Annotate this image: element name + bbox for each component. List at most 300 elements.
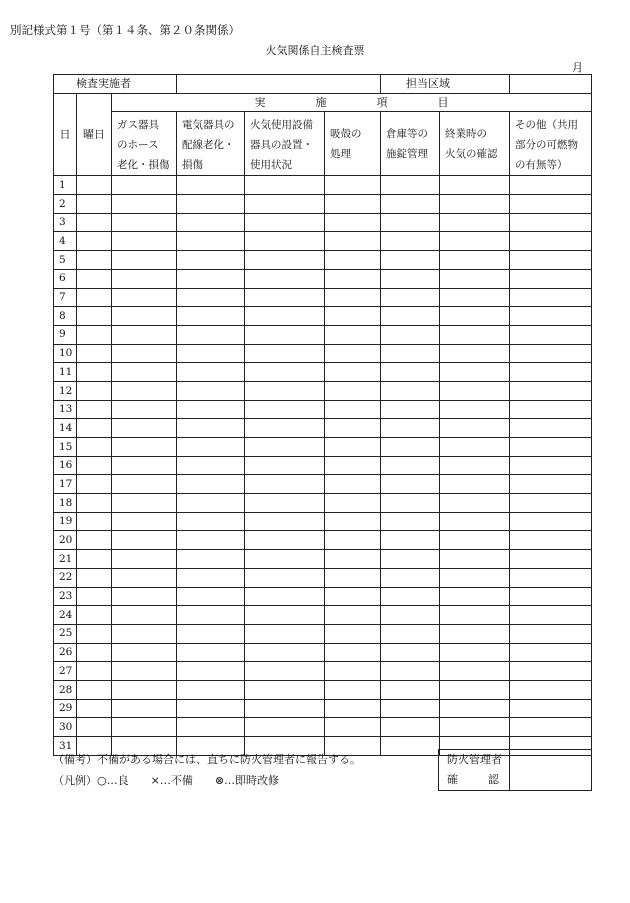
day-number: 25 bbox=[54, 624, 77, 643]
check-cell[interactable] bbox=[440, 251, 510, 270]
day-row bbox=[54, 475, 592, 494]
weekday-cell[interactable] bbox=[77, 176, 112, 195]
check-cell[interactable] bbox=[510, 475, 592, 494]
weekday-cell[interactable] bbox=[77, 550, 112, 569]
check-cell[interactable] bbox=[440, 288, 510, 307]
check-cell[interactable] bbox=[177, 176, 245, 195]
day-number: 21 bbox=[54, 550, 77, 569]
check-cell[interactable] bbox=[177, 568, 245, 587]
check-cell[interactable] bbox=[112, 643, 177, 662]
check-cell[interactable] bbox=[325, 251, 381, 270]
weekday-cell[interactable] bbox=[77, 643, 112, 662]
check-cell[interactable] bbox=[112, 176, 177, 195]
weekday-cell[interactable] bbox=[77, 680, 112, 699]
check-cell[interactable] bbox=[440, 475, 510, 494]
day-row bbox=[54, 512, 592, 531]
day-row bbox=[54, 550, 592, 569]
check-cell[interactable] bbox=[381, 494, 440, 513]
day-number: 23 bbox=[54, 587, 77, 606]
impl-char: 目 bbox=[437, 96, 449, 110]
check-cell[interactable] bbox=[177, 251, 245, 270]
weekday-cell[interactable] bbox=[77, 307, 112, 326]
weekday-cell[interactable] bbox=[77, 624, 112, 643]
check-cell[interactable] bbox=[440, 419, 510, 438]
check-cell[interactable] bbox=[325, 550, 381, 569]
day-row bbox=[54, 363, 592, 382]
day-row bbox=[54, 624, 592, 643]
check-cell[interactable] bbox=[440, 456, 510, 475]
check-cell[interactable] bbox=[510, 718, 592, 737]
check-cell[interactable] bbox=[510, 363, 592, 382]
check-cell[interactable] bbox=[325, 643, 381, 662]
check-cell[interactable] bbox=[112, 606, 177, 625]
check-cell[interactable] bbox=[381, 251, 440, 270]
check-cell[interactable] bbox=[325, 568, 381, 587]
check-cell[interactable] bbox=[112, 325, 177, 344]
item-header-row bbox=[54, 112, 592, 176]
check-cell[interactable] bbox=[510, 512, 592, 531]
check-cell[interactable] bbox=[510, 531, 592, 550]
check-cell[interactable] bbox=[112, 438, 177, 457]
check-cell[interactable] bbox=[440, 587, 510, 606]
check-cell[interactable] bbox=[112, 456, 177, 475]
day-row bbox=[54, 381, 592, 400]
weekday-cell[interactable] bbox=[77, 662, 112, 681]
check-cell[interactable] bbox=[381, 475, 440, 494]
day-number: 2 bbox=[54, 195, 77, 214]
check-cell[interactable] bbox=[177, 195, 245, 214]
document-title: 火気関係自主検査票 bbox=[265, 44, 365, 57]
weekday-cell[interactable] bbox=[77, 288, 112, 307]
check-cell[interactable] bbox=[381, 718, 440, 737]
check-cell[interactable] bbox=[177, 381, 245, 400]
check-cell[interactable] bbox=[245, 643, 325, 662]
check-cell[interactable] bbox=[440, 195, 510, 214]
check-cell[interactable] bbox=[112, 531, 177, 550]
check-cell[interactable] bbox=[177, 494, 245, 513]
check-cell[interactable] bbox=[325, 381, 381, 400]
check-cell[interactable] bbox=[177, 288, 245, 307]
check-cell[interactable] bbox=[112, 419, 177, 438]
weekday-cell[interactable] bbox=[77, 400, 112, 419]
check-cell[interactable] bbox=[381, 550, 440, 569]
check-cell[interactable] bbox=[112, 550, 177, 569]
day-number: 19 bbox=[54, 512, 77, 531]
check-cell[interactable] bbox=[381, 419, 440, 438]
check-cell[interactable] bbox=[440, 494, 510, 513]
check-cell[interactable] bbox=[245, 662, 325, 681]
check-cell[interactable] bbox=[440, 344, 510, 363]
day-row bbox=[54, 400, 592, 419]
form-number: 別記様式第１号（第１４条、第２０条関係） bbox=[10, 23, 240, 37]
check-cell[interactable] bbox=[112, 400, 177, 419]
check-cell[interactable] bbox=[112, 568, 177, 587]
weekday-cell[interactable] bbox=[77, 251, 112, 270]
check-cell[interactable] bbox=[440, 699, 510, 718]
check-cell[interactable] bbox=[245, 438, 325, 457]
check-cell[interactable] bbox=[245, 400, 325, 419]
check-cell[interactable] bbox=[245, 680, 325, 699]
check-cell[interactable] bbox=[177, 438, 245, 457]
check-cell[interactable] bbox=[325, 456, 381, 475]
weekday-cell[interactable] bbox=[77, 512, 112, 531]
weekday-cell[interactable] bbox=[77, 606, 112, 625]
day-number: 5 bbox=[54, 251, 77, 270]
day-number: 31 bbox=[54, 737, 77, 756]
check-cell[interactable] bbox=[325, 475, 381, 494]
day-number: 10 bbox=[54, 344, 77, 363]
inspector-row bbox=[54, 75, 592, 94]
check-cell[interactable] bbox=[381, 232, 440, 251]
check-cell[interactable] bbox=[381, 325, 440, 344]
weekday-cell[interactable] bbox=[77, 456, 112, 475]
check-cell[interactable] bbox=[112, 662, 177, 681]
check-cell[interactable] bbox=[440, 213, 510, 232]
check-cell[interactable] bbox=[440, 680, 510, 699]
check-cell[interactable] bbox=[510, 587, 592, 606]
check-cell[interactable] bbox=[325, 232, 381, 251]
check-cell[interactable] bbox=[325, 419, 381, 438]
check-cell[interactable] bbox=[440, 624, 510, 643]
check-cell[interactable] bbox=[177, 680, 245, 699]
weekday-cell[interactable] bbox=[77, 587, 112, 606]
check-cell[interactable] bbox=[245, 475, 325, 494]
check-cell[interactable] bbox=[245, 587, 325, 606]
check-cell[interactable] bbox=[510, 419, 592, 438]
check-cell[interactable] bbox=[510, 213, 592, 232]
check-cell[interactable] bbox=[381, 195, 440, 214]
check-cell[interactable] bbox=[510, 680, 592, 699]
check-cell[interactable] bbox=[177, 419, 245, 438]
day-row bbox=[54, 195, 592, 214]
check-cell[interactable] bbox=[440, 176, 510, 195]
check-cell[interactable] bbox=[381, 737, 440, 756]
check-cell[interactable] bbox=[325, 512, 381, 531]
check-cell[interactable] bbox=[440, 400, 510, 419]
check-cell[interactable] bbox=[112, 213, 177, 232]
check-cell[interactable] bbox=[245, 718, 325, 737]
weekday-cell[interactable] bbox=[77, 325, 112, 344]
check-cell[interactable] bbox=[177, 456, 245, 475]
check-cell[interactable] bbox=[177, 624, 245, 643]
check-cell[interactable] bbox=[510, 344, 592, 363]
impl-char: 施 bbox=[315, 96, 327, 110]
check-cell[interactable] bbox=[381, 213, 440, 232]
check-cell[interactable] bbox=[245, 624, 325, 643]
confirm-label-line2: 確 認 bbox=[447, 773, 499, 786]
weekday-cell[interactable] bbox=[77, 699, 112, 718]
day-row bbox=[54, 718, 592, 737]
day-number: 29 bbox=[54, 699, 77, 718]
check-cell[interactable] bbox=[381, 587, 440, 606]
day-number: 9 bbox=[54, 325, 77, 344]
check-cell[interactable] bbox=[325, 344, 381, 363]
check-cell[interactable] bbox=[325, 307, 381, 326]
check-cell[interactable] bbox=[510, 251, 592, 270]
item-fire-equipment: 火気使用設備 器具の設置・ 使用状況 bbox=[245, 112, 325, 176]
check-cell[interactable] bbox=[325, 288, 381, 307]
implementation-header-row bbox=[54, 93, 592, 112]
check-cell[interactable] bbox=[510, 232, 592, 251]
check-cell[interactable] bbox=[112, 288, 177, 307]
check-cell[interactable] bbox=[510, 456, 592, 475]
check-cell[interactable] bbox=[245, 288, 325, 307]
check-cell[interactable] bbox=[325, 699, 381, 718]
check-cell[interactable] bbox=[510, 606, 592, 625]
check-cell[interactable] bbox=[381, 643, 440, 662]
check-cell[interactable] bbox=[325, 176, 381, 195]
weekday-cell[interactable] bbox=[77, 419, 112, 438]
check-cell[interactable] bbox=[177, 718, 245, 737]
check-cell[interactable] bbox=[177, 475, 245, 494]
check-cell[interactable] bbox=[177, 643, 245, 662]
check-cell[interactable] bbox=[245, 456, 325, 475]
area-field[interactable] bbox=[510, 75, 592, 94]
check-cell[interactable] bbox=[245, 568, 325, 587]
weekday-header: 曜日 bbox=[77, 93, 112, 176]
check-cell[interactable] bbox=[381, 381, 440, 400]
check-cell[interactable] bbox=[440, 606, 510, 625]
check-cell[interactable] bbox=[112, 512, 177, 531]
check-cell[interactable] bbox=[440, 550, 510, 569]
check-cell[interactable] bbox=[510, 381, 592, 400]
check-cell[interactable] bbox=[510, 288, 592, 307]
check-cell[interactable] bbox=[325, 195, 381, 214]
check-cell[interactable] bbox=[381, 568, 440, 587]
day-row bbox=[54, 680, 592, 699]
check-cell[interactable] bbox=[381, 363, 440, 382]
check-cell[interactable] bbox=[112, 624, 177, 643]
check-cell[interactable] bbox=[381, 456, 440, 475]
check-cell[interactable] bbox=[112, 587, 177, 606]
check-cell[interactable] bbox=[381, 288, 440, 307]
check-cell[interactable] bbox=[112, 680, 177, 699]
check-cell[interactable] bbox=[325, 587, 381, 606]
remarks-note: （備考）不備がある場合には、直ちに防火管理者に報告する。 bbox=[53, 753, 361, 766]
day-number: 20 bbox=[54, 531, 77, 550]
check-cell[interactable] bbox=[510, 494, 592, 513]
check-cell[interactable] bbox=[510, 624, 592, 643]
day-row bbox=[54, 251, 592, 270]
check-cell[interactable] bbox=[112, 718, 177, 737]
weekday-cell[interactable] bbox=[77, 718, 112, 737]
check-cell[interactable] bbox=[440, 363, 510, 382]
day-number: 4 bbox=[54, 232, 77, 251]
check-cell[interactable] bbox=[510, 269, 592, 288]
check-cell[interactable] bbox=[510, 195, 592, 214]
check-cell[interactable] bbox=[381, 699, 440, 718]
day-row bbox=[54, 456, 592, 475]
check-cell[interactable] bbox=[177, 587, 245, 606]
check-cell[interactable] bbox=[381, 307, 440, 326]
check-cell[interactable] bbox=[381, 512, 440, 531]
day-number: 14 bbox=[54, 419, 77, 438]
weekday-cell[interactable] bbox=[77, 381, 112, 400]
check-cell[interactable] bbox=[245, 213, 325, 232]
check-cell[interactable] bbox=[510, 662, 592, 681]
check-cell[interactable] bbox=[245, 419, 325, 438]
check-cell[interactable] bbox=[325, 438, 381, 457]
day-number: 11 bbox=[54, 363, 77, 382]
check-cell[interactable] bbox=[325, 606, 381, 625]
check-cell[interactable] bbox=[245, 699, 325, 718]
inspector-field[interactable] bbox=[177, 75, 381, 94]
check-cell[interactable] bbox=[177, 699, 245, 718]
check-cell[interactable] bbox=[381, 438, 440, 457]
weekday-cell[interactable] bbox=[77, 344, 112, 363]
check-cell[interactable] bbox=[381, 662, 440, 681]
check-cell[interactable] bbox=[112, 699, 177, 718]
day-number: 30 bbox=[54, 718, 77, 737]
check-cell[interactable] bbox=[325, 718, 381, 737]
check-cell[interactable] bbox=[510, 643, 592, 662]
check-cell[interactable] bbox=[245, 269, 325, 288]
weekday-cell[interactable] bbox=[77, 531, 112, 550]
check-cell[interactable] bbox=[325, 325, 381, 344]
check-cell[interactable] bbox=[381, 680, 440, 699]
check-cell[interactable] bbox=[112, 232, 177, 251]
check-cell[interactable] bbox=[440, 325, 510, 344]
day-number: 6 bbox=[54, 269, 77, 288]
check-cell[interactable] bbox=[245, 363, 325, 382]
check-cell[interactable] bbox=[112, 363, 177, 382]
check-cell[interactable] bbox=[381, 624, 440, 643]
day-row bbox=[54, 307, 592, 326]
check-cell[interactable] bbox=[245, 344, 325, 363]
check-cell[interactable] bbox=[440, 512, 510, 531]
check-cell[interactable] bbox=[112, 307, 177, 326]
check-cell[interactable] bbox=[245, 381, 325, 400]
check-cell[interactable] bbox=[245, 232, 325, 251]
check-cell[interactable] bbox=[510, 325, 592, 344]
check-cell[interactable] bbox=[112, 475, 177, 494]
check-cell[interactable] bbox=[245, 195, 325, 214]
check-cell[interactable] bbox=[510, 400, 592, 419]
check-cell[interactable] bbox=[245, 512, 325, 531]
weekday-cell[interactable] bbox=[77, 568, 112, 587]
day-number: 17 bbox=[54, 475, 77, 494]
check-cell[interactable] bbox=[440, 662, 510, 681]
check-cell[interactable] bbox=[381, 606, 440, 625]
day-row bbox=[54, 176, 592, 195]
check-cell[interactable] bbox=[112, 195, 177, 214]
check-cell[interactable] bbox=[245, 325, 325, 344]
check-cell[interactable] bbox=[245, 176, 325, 195]
check-cell[interactable] bbox=[177, 606, 245, 625]
weekday-cell[interactable] bbox=[77, 438, 112, 457]
check-cell[interactable] bbox=[325, 680, 381, 699]
check-cell[interactable] bbox=[177, 662, 245, 681]
weekday-cell[interactable] bbox=[77, 475, 112, 494]
check-cell[interactable] bbox=[177, 363, 245, 382]
check-cell[interactable] bbox=[245, 251, 325, 270]
check-cell[interactable] bbox=[510, 550, 592, 569]
check-cell[interactable] bbox=[325, 363, 381, 382]
check-cell[interactable] bbox=[112, 251, 177, 270]
check-cell[interactable] bbox=[510, 568, 592, 587]
check-cell[interactable] bbox=[440, 568, 510, 587]
check-cell[interactable] bbox=[325, 662, 381, 681]
check-cell[interactable] bbox=[177, 269, 245, 288]
check-cell[interactable] bbox=[245, 606, 325, 625]
check-cell[interactable] bbox=[325, 531, 381, 550]
check-cell[interactable] bbox=[177, 213, 245, 232]
weekday-cell[interactable] bbox=[77, 213, 112, 232]
check-cell[interactable] bbox=[440, 531, 510, 550]
check-cell[interactable] bbox=[325, 269, 381, 288]
day-row bbox=[54, 232, 592, 251]
check-cell[interactable] bbox=[112, 269, 177, 288]
check-cell[interactable] bbox=[381, 269, 440, 288]
check-cell[interactable] bbox=[440, 307, 510, 326]
item-gas-hose: ガス器具 のホース 老化・損傷 bbox=[112, 112, 177, 176]
check-cell[interactable] bbox=[510, 176, 592, 195]
check-cell[interactable] bbox=[325, 213, 381, 232]
check-cell[interactable] bbox=[440, 269, 510, 288]
check-cell[interactable] bbox=[510, 438, 592, 457]
impl-char: 項 bbox=[376, 96, 388, 110]
check-cell[interactable] bbox=[381, 531, 440, 550]
check-cell[interactable] bbox=[112, 381, 177, 400]
check-cell[interactable] bbox=[325, 494, 381, 513]
check-cell[interactable] bbox=[245, 531, 325, 550]
check-cell[interactable] bbox=[112, 494, 177, 513]
item-electric-wiring: 電気器具の 配線老化・ 損傷 bbox=[177, 112, 245, 176]
check-cell[interactable] bbox=[177, 400, 245, 419]
confirm-seal-field[interactable] bbox=[510, 750, 592, 791]
day-number: 13 bbox=[54, 400, 77, 419]
check-cell[interactable] bbox=[245, 307, 325, 326]
check-cell[interactable] bbox=[245, 550, 325, 569]
weekday-cell[interactable] bbox=[77, 269, 112, 288]
check-cell[interactable] bbox=[177, 531, 245, 550]
check-cell[interactable] bbox=[381, 400, 440, 419]
check-cell[interactable] bbox=[440, 718, 510, 737]
check-cell[interactable] bbox=[510, 699, 592, 718]
day-row bbox=[54, 269, 592, 288]
weekday-cell[interactable] bbox=[77, 232, 112, 251]
day-row bbox=[54, 494, 592, 513]
weekday-cell[interactable] bbox=[77, 363, 112, 382]
check-cell[interactable] bbox=[177, 512, 245, 531]
day-number: 22 bbox=[54, 568, 77, 587]
check-cell[interactable] bbox=[440, 438, 510, 457]
check-cell[interactable] bbox=[325, 400, 381, 419]
check-cell[interactable] bbox=[177, 344, 245, 363]
check-cell[interactable] bbox=[510, 307, 592, 326]
check-cell[interactable] bbox=[381, 344, 440, 363]
day-row bbox=[54, 568, 592, 587]
impl-char: 実 bbox=[254, 96, 266, 110]
month-label: 月 bbox=[572, 61, 583, 74]
check-cell[interactable] bbox=[177, 232, 245, 251]
check-cell[interactable] bbox=[177, 325, 245, 344]
check-cell[interactable] bbox=[177, 550, 245, 569]
day-row bbox=[54, 325, 592, 344]
check-cell[interactable] bbox=[325, 624, 381, 643]
check-cell[interactable] bbox=[112, 344, 177, 363]
check-cell[interactable] bbox=[440, 643, 510, 662]
weekday-cell[interactable] bbox=[77, 494, 112, 513]
day-number: 7 bbox=[54, 288, 77, 307]
check-cell[interactable] bbox=[245, 494, 325, 513]
check-cell[interactable] bbox=[440, 232, 510, 251]
check-cell[interactable] bbox=[177, 307, 245, 326]
day-row bbox=[54, 643, 592, 662]
check-cell[interactable] bbox=[440, 381, 510, 400]
weekday-cell[interactable] bbox=[77, 195, 112, 214]
check-cell[interactable] bbox=[381, 176, 440, 195]
